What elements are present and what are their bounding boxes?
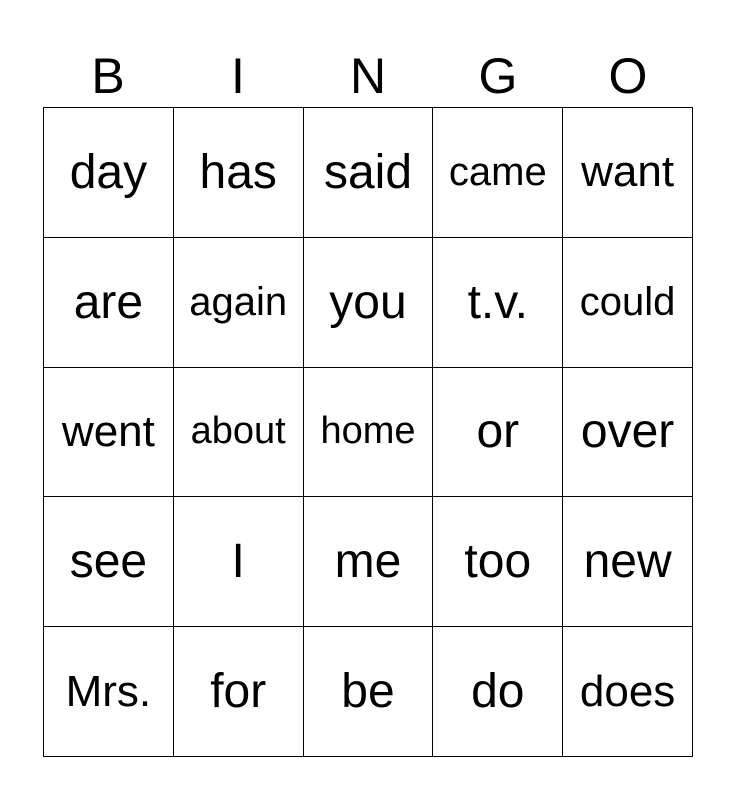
bingo-cell: I — [174, 497, 304, 627]
bingo-cell: again — [174, 238, 304, 368]
bingo-cell: you — [304, 238, 434, 368]
bingo-cell: went — [44, 368, 174, 498]
bingo-cell: home — [304, 368, 434, 498]
bingo-cell: see — [44, 497, 174, 627]
bingo-cell: came — [433, 108, 563, 238]
header-letter-o: O — [608, 48, 648, 104]
bingo-header — [43, 46, 693, 106]
bingo-cell: want — [563, 108, 693, 238]
bingo-cell: do — [433, 627, 563, 757]
bingo-cell: Mrs. — [44, 627, 174, 757]
bingo-cell: t.v. — [433, 238, 563, 368]
bingo-cell: me — [304, 497, 434, 627]
bingo-cell: said — [304, 108, 434, 238]
bingo-cell: are — [44, 238, 174, 368]
header-letter-n: N — [349, 48, 387, 104]
bingo-cell: for — [174, 627, 304, 757]
bingo-cell: too — [433, 497, 563, 627]
bingo-board — [43, 107, 693, 757]
header-letter-b: B — [91, 48, 125, 104]
bingo-cell: could — [563, 238, 693, 368]
bingo-cell: has — [174, 108, 304, 238]
header-letter-g: G — [478, 48, 518, 104]
bingo-cell: new — [563, 497, 693, 627]
bingo-cell: be — [304, 627, 434, 757]
bingo-cell: over — [563, 368, 693, 498]
bingo-cell: or — [433, 368, 563, 498]
bingo-cell: does — [563, 627, 693, 757]
bingo-cell: about — [174, 368, 304, 498]
header-letter-i: I — [231, 48, 245, 104]
bingo-cell: day — [44, 108, 174, 238]
